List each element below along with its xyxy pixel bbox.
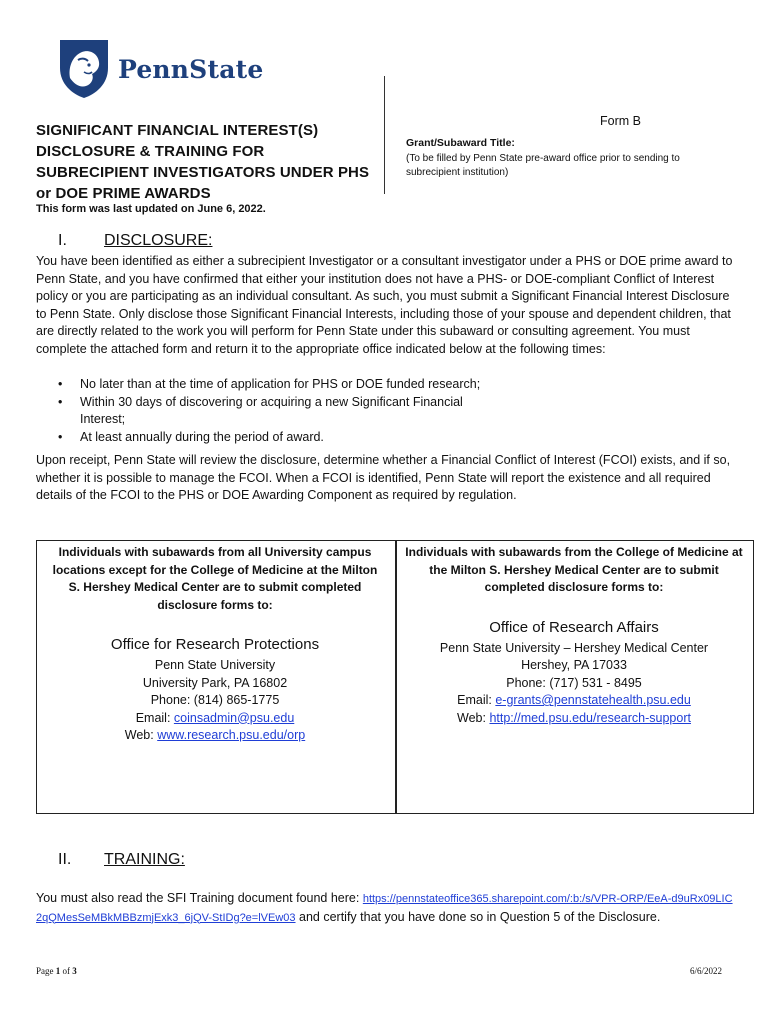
section-1-number: I. [58, 232, 67, 249]
web-line: Web: http://med.psu.edu/research-support [457, 710, 691, 725]
section-1-title: DISCLOSURE: [104, 232, 213, 249]
document-title: SIGNIFICANT FINANCIAL INTEREST(S) DISCLOSURE & TRAINING FOR SUBRECIPIENT INVESTIGATORS UNDER PHS or DOE PRIME AWARDS [36, 122, 370, 202]
column-heading: Individuals with subawards from the College of Medicine at the Milton S. Hershey Medical Center are to submit completed disclosure forms to: [405, 545, 743, 594]
email-link[interactable]: coinsadmin@psu.edu [173, 710, 295, 725]
logo-wordmark: PennState [118, 54, 264, 84]
address-line: Penn State University [154, 658, 276, 672]
training-document-link[interactable]: https://pennstateoffice365.sharepoint.com/:b:/s/VPR-ORP/EeA-d9uRx09LIC2qQMesSeMBkMBBzmjExk3_6jQV-StIDg?e=lVEw03 [36, 893, 733, 924]
bullet-icon: • [58, 394, 63, 409]
email-link[interactable]: e-grants@pennstatehealth.psu.edu [495, 693, 691, 707]
last-updated: This form was last updated on June 6, 2022. [36, 203, 266, 215]
grant-title-note: (To be filled by Penn State pre-award office prior to sending to subrecipient institution) [406, 153, 680, 178]
bullet-icon: • [58, 429, 63, 444]
web-line: Web: www.research.psu.edu/orp [124, 728, 306, 742]
address-line: University Park, PA 16802 [142, 675, 288, 690]
nittany-lion-shield-icon [58, 38, 110, 100]
footer-date: 6/6/2022 [690, 966, 723, 976]
address-line: Hershey, PA 17033 [521, 658, 627, 672]
table-column-hershey [398, 544, 750, 727]
web-link[interactable]: www.research.psu.edu/orp [157, 728, 306, 742]
header-divider [384, 76, 385, 194]
page-number: Page 1 of 3 [36, 966, 77, 976]
list-item: • At least annually during the period of award. [58, 429, 520, 447]
review-paragraph: Upon receipt, Penn State will review the disclosure, determine whether a Financial Conflict of Interest (FCOI) exists, and if so, whether it is possible to manage the FCOI. When a FCOI is identified, Penn State will report the existence and all required details of the FCOI to the PHS or DOE Awarding Component as required by regulation. [36, 453, 731, 502]
list-item: • Within 30 days of discovering or acquiring a new Significant Financial Interest; [58, 394, 520, 429]
office-name: Office of Research Affairs [489, 618, 659, 636]
training-paragraph: You must also read the SFI Training document found here: https://pennstateoffice365.sharepoint.com/:b:/s/VPR-ORP/EeA-d9uRx09LIC2qQMesSeMBkMBBzmjExk3_6jQV-StIDg?e=lVEw03 and certify that you have done so in Question 5 of the Disclosure. [36, 891, 733, 924]
address-line: Penn State University – Hershey Medical Center [439, 640, 709, 655]
office-name: Office for Research Protections [110, 636, 320, 653]
table-column-university-park [40, 544, 390, 745]
email-line: Email: e-grants@pennstatehealth.psu.edu [457, 693, 691, 707]
section-2-title: TRAINING: [104, 851, 185, 868]
list-item: • No later than at the time of application for PHS or DOE funded research; [58, 376, 520, 394]
web-link[interactable]: http://med.psu.edu/research-support [489, 710, 691, 725]
disclosure-paragraph: You have been identified as either a subrecipient Investigator or a consultant investigator under a PHS or DOE prime award to Penn State, and you have confirmed that either your institution does not have a PHS- or DOE-compliant Conflict of Interest policy or you are participating as an individual consultant. As such, you must submit a Significant Financial Interest Disclosure to Penn State. Only disclose those Significant Financial Interests, including those of your spouse and dependent children, that are directly related to the work you will perform for Penn State under this subaward or consulting agreement. You must complete the attached form and return it to the appropriate office indicated below at the following times: [36, 254, 733, 356]
phone: Phone: (717) 531 - 8495 [506, 675, 642, 690]
column-heading: Individuals with subawards from all University campus locations except for the College of Medicine at the Milton S. Hershey Medical Center are to submit completed disclosure forms to: [52, 545, 378, 612]
bullet-icon: • [58, 377, 63, 391]
grant-title-label: Grant/Subaward Title: [406, 137, 515, 149]
disclosure-bullets [58, 376, 520, 446]
table-column-divider [395, 540, 397, 814]
email-line: Email: coinsadmin@psu.edu [135, 710, 295, 725]
phone: Phone: (814) 865-1775 [150, 693, 280, 707]
form-label: Form B [600, 114, 641, 128]
pennstate-logo [58, 38, 263, 100]
section-2-number: II. [58, 851, 72, 868]
